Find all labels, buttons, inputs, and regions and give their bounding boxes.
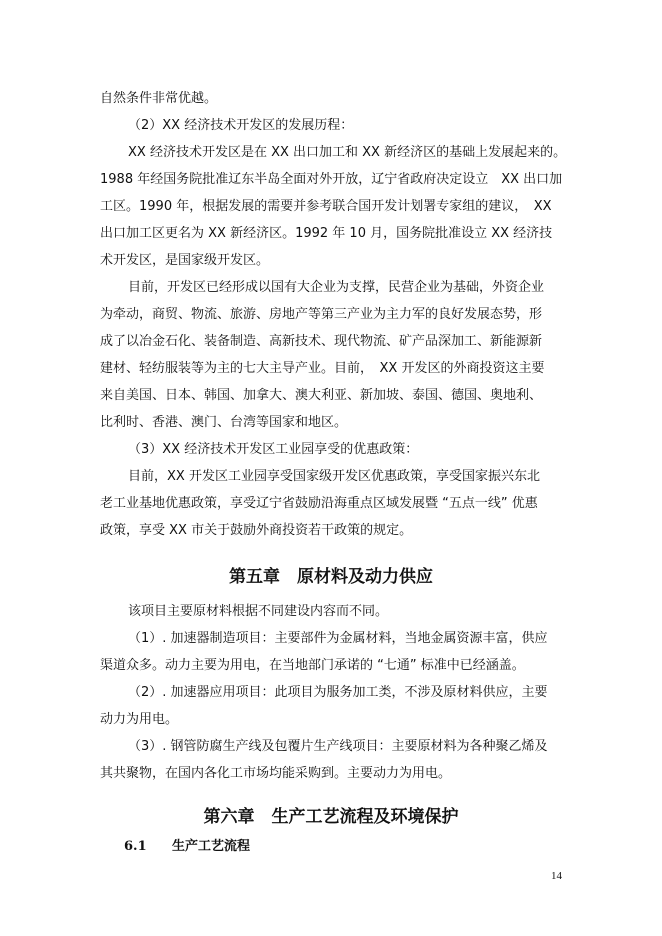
ch5-item2-line: 动力为用电。 (100, 712, 179, 727)
current-line: 成了以冶金石化、装备制造、高新技术、现代物流、矿产品深加工、新能源新 (100, 334, 543, 349)
section-6-1-title: 生产工艺流程 (172, 839, 251, 854)
ch5-item3-line: 其共聚物，在国内各化工市场均能采购到。主要动力为用电。 (100, 766, 452, 781)
item3-heading: （3）XX 经济技术开发区工业园享受的优惠政策： (128, 442, 419, 457)
policy-line: 目前，XX 开发区工业园享受国家级开发区优惠政策，享受国家振兴东北 (128, 469, 540, 484)
history-line: XX 经济技术开发区是在 XX 出口加工和 XX 新经济区的基础上发展起来的。 (128, 145, 567, 160)
page-number: 14 (551, 870, 562, 882)
section-6-1-number: 6.1 (124, 839, 147, 854)
history-line: 术开发区，是国家级开发区。 (100, 253, 270, 268)
current-line: 比利时、香港、澳门、台湾等国家和地区。 (100, 415, 348, 430)
current-line: 目前，开发区已经形成以国有大企业为支撑，民营企业为基础，外资企业 (128, 280, 545, 295)
item2-heading: （2）XX 经济技术开发区的发展历程： (128, 118, 354, 133)
intro-tail-line: 自然条件非常优越。 (100, 91, 218, 106)
current-line: 建材、轻纺服装等为主的七大主导产业。目前， XX 开发区的外商投资这主要 (100, 361, 545, 376)
ch5-intro: 该项目主要原材料根据不同建设内容而不同。 (128, 604, 389, 619)
ch5-item1-line: 渠道众多。动力主要为用电，在当地部门承诺的 “七通” 标准中已经涵盖。 (100, 658, 525, 673)
history-line: 工区。1990 年，根据发展的需要并参考联合国开发计划署专家组的建议， XX (100, 199, 552, 214)
history-line: 出口加工区更名为 XX 新经济区。1992 年 10 月，国务院批准设立 XX 经济技 (100, 226, 553, 241)
ch5-item2-line: （2）. 加速器应用项目：此项目为服务加工类，不涉及原材料供应，主要 (128, 685, 548, 700)
ch5-item1-line: （1）. 加速器制造项目：主要部件为金属材料，当地金属资源丰富，供应 (128, 631, 548, 646)
ch5-item3-line: （3）. 钢管防腐生产线及包覆片生产线项目：主要原材料为各种聚乙烯及 (128, 739, 548, 754)
policy-line: 老工业基地优惠政策，享受辽宁省鼓励沿海重点区域发展暨 “五点一线” 优惠 (100, 496, 538, 511)
current-line: 来自美国、日本、韩国、加拿大、澳大利亚、新加坡、泰国、德国、奥地利、 (100, 388, 543, 403)
chapter5-title: 第五章 原材料及动力供应 (229, 567, 433, 587)
policy-line: 政策，享受 XX 市关于鼓励外商投资若干政策的规定。 (100, 523, 413, 538)
chapter6-title: 第六章 生产工艺流程及环境保护 (203, 807, 459, 827)
current-line: 为牵动，商贸、物流、旅游、房地产等第三产业为主力军的良好发展态势，形 (100, 307, 543, 322)
history-line: 1988 年经国务院批准辽东半岛全面对外开放，辽宁省政府决定设立 XX 出口加 (100, 172, 563, 187)
